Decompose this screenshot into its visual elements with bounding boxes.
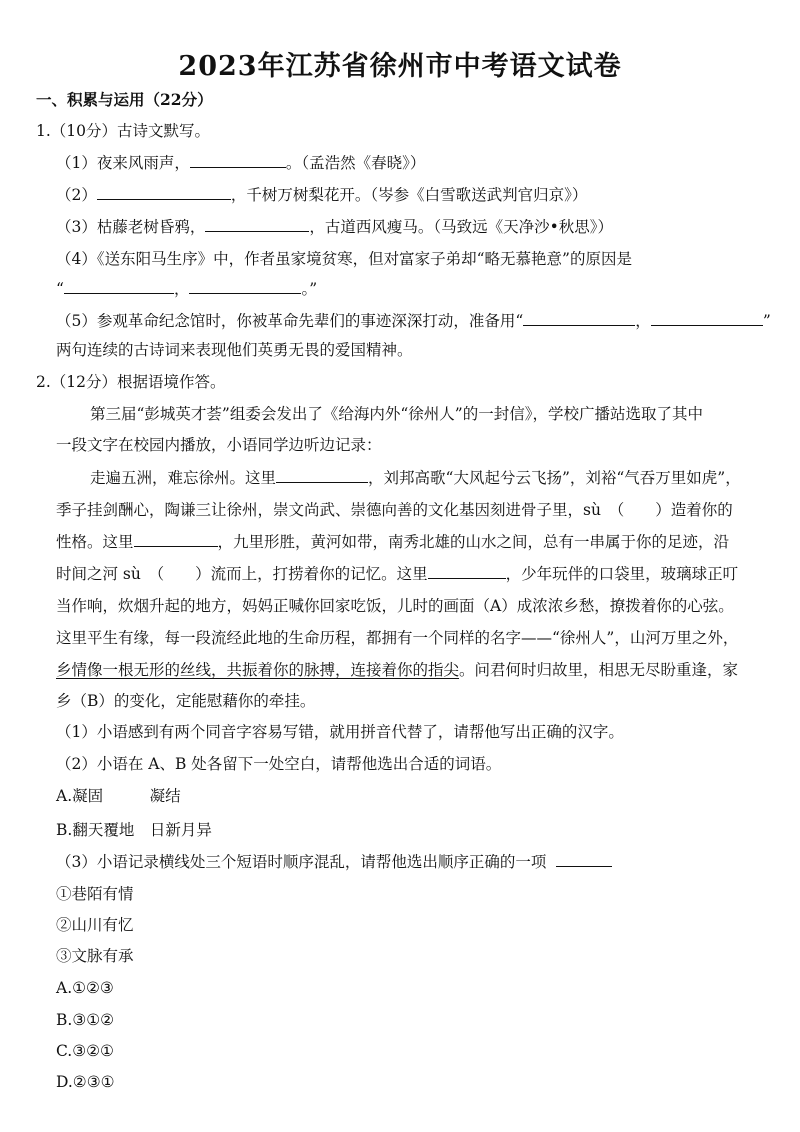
q1-sub4: （4）《送东阳马生序》中，作者虽家境贫寒，但对富家子弟却“略无慕艳意”的原因是 — [56, 250, 632, 268]
q1-sub3 — [56, 217, 613, 237]
q2-para-line: 当作响，炊烟升起的地方，妈妈正喊你回家吃饭，儿时的画面（A）成浓浓乡愁，撩拨着你的心弦。 — [56, 597, 734, 615]
q1-sub1-source: 。（孟浩然《春晓》） — [285, 154, 426, 172]
q2-para-line: 第三届“彭城英才荟”组委会发出了《给海内外“徐州人”的一封信》，学校广播站选取了其中 — [90, 405, 703, 423]
phrase-blank[interactable] — [428, 564, 506, 579]
q2-sub2: （2）小语在 A、B 处各留下一处空白，请帮他选出合适的词语。 — [56, 755, 502, 773]
phrase-item: ①巷陌有情 — [56, 885, 134, 903]
q2-para-line: 季子挂剑酬心，陶谦三让徐州，崇文尚武、崇德向善的文化基因刻进骨子里，sù （ ）造着你的 — [56, 501, 733, 519]
phrase-item: ②山川有忆 — [56, 916, 134, 934]
passage-text: 性格。这里 — [56, 533, 134, 551]
q1-sub2-num: （2） — [56, 186, 97, 204]
q2-para-line: 这里平生有缘，每一段流经此地的生命历程，都拥有一个同样的名字——“徐州人”，山河万里之外， — [56, 629, 739, 647]
answer-blank[interactable] — [190, 153, 286, 168]
quote-close: ” — [762, 312, 771, 330]
quote-close: 。” — [301, 280, 318, 298]
passage-text: ，九里形胜，黄河如带，南秀北雄的山水之间，总有一串属于你的足迹，沿 — [217, 533, 730, 551]
option-b[interactable]: B.翻天覆地 日新月异 — [56, 821, 212, 839]
underlined-sentence: 乡情像一根无形的丝线，共振着你的脉搏，连接着你的指尖 — [56, 661, 460, 679]
q2-para-line — [56, 564, 738, 584]
choice-b[interactable]: B.③①② — [56, 1011, 115, 1029]
page-title: 2023年江苏省徐州市中考语文试卷 — [178, 51, 622, 82]
phrase-item: ③文脉有承 — [56, 947, 134, 965]
q1-heading: 1.（10分）古诗文默写。 — [36, 122, 211, 140]
q2-sub3-text: （3）小语记录横线处三个短语时顺序混乱，请帮他选出顺序正确的一项 — [56, 853, 547, 871]
choice-d[interactable]: D.②③① — [56, 1073, 115, 1091]
q2-sub3 — [56, 852, 612, 872]
q1-sub1-text: （1）夜来风雨声， — [56, 154, 190, 172]
q2-para-line — [56, 532, 729, 552]
q2-para-line — [56, 660, 738, 680]
q2-heading: 2.（12分）根据语境作答。 — [36, 373, 226, 391]
choice-c[interactable]: C.③②① — [56, 1042, 114, 1060]
q1-sub5-cont: 两句连续的古诗词来表现他们英勇无畏的爱国精神。 — [56, 341, 413, 359]
passage-text: ，少年玩伴的口袋里，玻璃球正叮 — [505, 565, 739, 583]
option-a[interactable]: A.凝固 凝结 — [56, 787, 181, 805]
q1-sub5 — [56, 311, 771, 331]
section-heading: 一、积累与运用（22分） — [36, 90, 213, 109]
q1-sub4-blanks — [56, 279, 317, 299]
answer-blank[interactable] — [205, 217, 309, 232]
passage-text: 走遍五洲，难忘徐州。这里 — [90, 469, 277, 487]
answer-blank[interactable] — [97, 185, 231, 200]
q1-sub3-text: （3）枯藤老树昏鸦， — [56, 218, 206, 236]
passage-text: 时间之河 sù （ ）流而上，打捞着你的记忆。这里 — [56, 565, 428, 583]
q1-sub5-text: （5）参观革命纪念馆时，你被革命先辈们的事迹深深打动，准备用“ — [56, 312, 524, 330]
passage-text: 。问君何时归故里，相思无尽盼重逢，家 — [459, 661, 739, 679]
q2-para-line — [90, 468, 741, 488]
q2-para-line: 乡（B）的变化，定能慰藉你的牵挂。 — [56, 692, 316, 710]
answer-blank[interactable] — [64, 279, 174, 294]
quote-open: “ — [56, 280, 64, 298]
answer-blank[interactable] — [556, 852, 612, 867]
q1-sub2-text: ，千树万树梨花开。（岑参《白雪歌送武判官归京》） — [230, 186, 588, 204]
passage-text: ，刘邦高歌“大风起兮云飞扬”，刘裕“气吞万里如虎”， — [368, 469, 741, 487]
answer-blank[interactable] — [651, 311, 763, 326]
q1-sub3-source: ，古道西风瘦马。（马致远《天净沙•秋思》） — [309, 218, 614, 236]
q2-para-line: 一段文字在校园内播放，小语同学边听边记录： — [56, 436, 382, 454]
q1-sub2 — [56, 185, 587, 205]
comma: ， — [173, 280, 190, 298]
q2-sub1: （1）小语感到有两个同音字容易写错，就用拼音代替了，请帮他写出正确的汉字。 — [56, 723, 624, 741]
phrase-blank[interactable] — [276, 468, 368, 483]
choice-a[interactable]: A.①②③ — [56, 979, 114, 997]
answer-blank[interactable] — [523, 311, 635, 326]
comma: ， — [635, 312, 651, 330]
phrase-blank[interactable] — [134, 532, 218, 547]
answer-blank[interactable] — [189, 279, 301, 294]
q1-sub1 — [56, 153, 425, 173]
